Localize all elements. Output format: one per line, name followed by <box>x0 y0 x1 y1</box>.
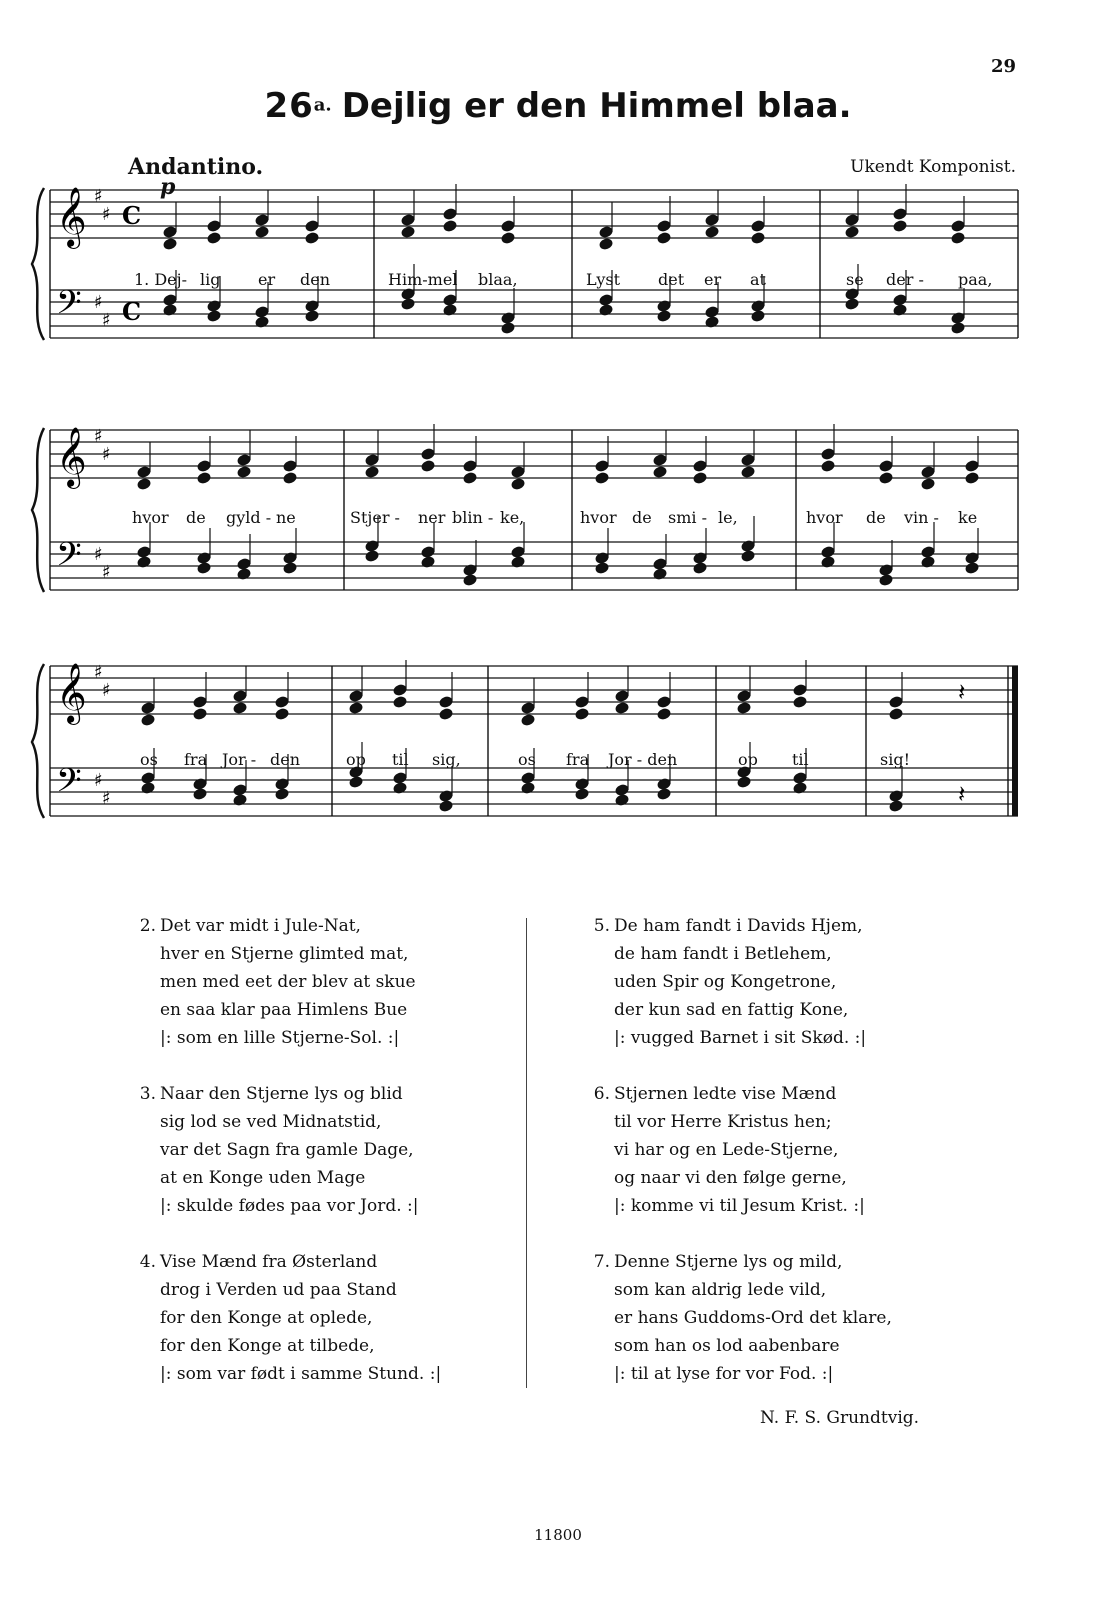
treble-notehead <box>501 232 515 245</box>
bass-notehead <box>741 550 755 563</box>
lyric-syllable: 1. Dej- <box>134 270 188 289</box>
lyric-syllable: den <box>270 750 301 769</box>
lyric-syllable: Jor - den <box>608 750 678 769</box>
treble-staff-1 <box>50 190 1018 238</box>
treble-staff-2 <box>50 430 1018 478</box>
lyric-syllable: blaa, <box>478 270 518 289</box>
treble-notehead <box>599 226 613 239</box>
barlines-1 <box>50 190 1018 338</box>
treble-notehead <box>521 702 535 715</box>
bass-notehead <box>521 772 535 785</box>
brace-icon <box>32 428 44 592</box>
treble-notehead <box>511 466 525 479</box>
treble-notehead <box>595 472 609 485</box>
treble-notehead <box>741 454 755 467</box>
key-signature-sharps-icon: ♯ <box>102 788 111 809</box>
verse-number: 2. <box>139 916 156 936</box>
treble-notehead <box>283 460 297 473</box>
treble-notehead <box>511 478 525 491</box>
bass-notehead <box>821 546 835 559</box>
bass-notehead <box>751 310 765 323</box>
verse-stanza <box>139 1248 520 1388</box>
lyric-syllable: os <box>140 750 158 769</box>
key-signature-sharps-icon: ♯ <box>94 662 103 683</box>
treble-notehead <box>401 226 415 239</box>
lyric-syllable: hvor <box>132 508 169 527</box>
treble-clef-icon: 𝄞 <box>56 663 87 723</box>
verse-line: |: som en lille Stjerne-Sol. :| <box>160 1028 400 1048</box>
bass-notehead <box>653 558 667 571</box>
bass-clef-icon: 𝄢 <box>56 762 82 808</box>
treble-notehead <box>893 208 907 221</box>
treble-notehead <box>521 714 535 727</box>
notes-system-1 <box>163 184 965 334</box>
tempo-marking: Andantino. <box>128 154 264 180</box>
music-system-3 <box>0 656 1116 836</box>
verse-stanza <box>593 912 994 1052</box>
lyric-syllable: de <box>186 508 206 527</box>
lyric-syllable: blin - <box>452 508 494 527</box>
treble-notehead <box>443 208 457 221</box>
bass-notehead <box>657 788 671 801</box>
lyric-syllable: op <box>738 750 758 769</box>
treble-notehead <box>751 220 765 233</box>
verse-number: 4. <box>139 1252 156 1272</box>
key-signature-sharps-icon: ♯ <box>94 292 103 313</box>
treble-notehead <box>657 708 671 721</box>
bass-notehead <box>233 784 247 797</box>
time-signature: C <box>122 297 142 326</box>
brace-icon <box>32 188 44 340</box>
treble-notehead <box>275 696 289 709</box>
bass-notehead <box>951 322 965 335</box>
treble-clef-icon: 𝄞 <box>56 427 87 487</box>
treble-notehead <box>595 460 609 473</box>
key-signature-sharps-icon: ♯ <box>94 770 103 791</box>
lyric-syllable: de <box>866 508 886 527</box>
treble-notehead <box>737 690 751 703</box>
treble-notehead <box>137 466 151 479</box>
bass-notehead <box>141 772 155 785</box>
bass-notehead <box>889 800 903 813</box>
treble-notehead <box>741 466 755 479</box>
bass-notehead <box>393 772 407 785</box>
bass-clef-icon: 𝄢 <box>56 536 82 582</box>
verse-line: De ham fandt i Davids Hjem, <box>614 916 863 936</box>
bass-notehead <box>921 546 935 559</box>
bass-notehead <box>365 550 379 563</box>
verse-stanza <box>593 1248 994 1388</box>
treble-notehead <box>137 478 151 491</box>
bass-notehead <box>137 546 151 559</box>
bass-notehead <box>595 562 609 575</box>
treble-notehead <box>879 460 893 473</box>
treble-notehead <box>845 214 859 227</box>
bass-notehead <box>693 562 707 575</box>
treble-notehead <box>821 448 835 461</box>
treble-notehead <box>879 472 893 485</box>
verse-line: Denne Stjerne lys og mild, <box>614 1252 843 1272</box>
bass-notehead <box>615 784 629 797</box>
verse-line: der kun sad en fattig Kone, <box>614 1000 849 1020</box>
treble-notehead <box>793 696 807 709</box>
bass-notehead <box>793 772 807 785</box>
treble-notehead <box>599 238 613 251</box>
final-barline <box>1012 666 1018 816</box>
bass-staff-1 <box>50 290 1018 338</box>
treble-notehead <box>737 702 751 715</box>
bass-notehead <box>511 546 525 559</box>
treble-notehead <box>653 466 667 479</box>
verse-line: hver en Stjerne glimted mat, <box>160 944 409 964</box>
key-signature-sharps-icon: ♯ <box>102 310 111 331</box>
treble-notehead <box>233 702 247 715</box>
lyric-syllable: fra <box>566 750 590 769</box>
treble-notehead <box>141 702 155 715</box>
lyric-syllable: Lyst <box>586 270 621 289</box>
treble-notehead <box>237 454 251 467</box>
plate-number: 11800 <box>534 1526 582 1544</box>
bass-notehead <box>737 776 751 789</box>
dynamic-marking: p <box>160 174 176 200</box>
bass-notehead <box>197 562 211 575</box>
lyric-syllable: paa, <box>958 270 993 289</box>
verse-stanza <box>593 1080 994 1220</box>
bass-staff-2 <box>50 542 1018 590</box>
verse-line: som kan aldrig lede vild, <box>614 1280 827 1300</box>
treble-notehead <box>615 702 629 715</box>
hymn-title: Dejlig er den Himmel blaa. <box>341 86 852 126</box>
treble-notehead <box>141 714 155 727</box>
lyric-syllable: lig <box>200 270 221 289</box>
treble-notehead <box>193 708 207 721</box>
lyric-syllable: smi - <box>668 508 707 527</box>
treble-notehead <box>693 472 707 485</box>
treble-notehead <box>207 220 221 233</box>
treble-notehead <box>921 466 935 479</box>
lyric-syllable: til <box>792 750 809 769</box>
treble-notehead <box>305 220 319 233</box>
treble-notehead <box>463 460 477 473</box>
verse-stanza <box>139 1080 520 1220</box>
treble-notehead <box>889 696 903 709</box>
verse-number: 5. <box>593 916 610 936</box>
lyric-syllable: se <box>846 270 864 289</box>
verse-line: de ham fandt i Betlehem, <box>614 944 832 964</box>
bass-notehead <box>443 294 457 307</box>
verse-line: var det Sagn fra gamle Dage, <box>160 1140 414 1160</box>
bass-notehead <box>599 294 613 307</box>
bass-notehead <box>657 310 671 323</box>
key-signature-sharps-icon: ♯ <box>102 204 111 225</box>
verse-line: uden Spir og Kongetrone, <box>614 972 837 992</box>
bass-notehead <box>705 306 719 319</box>
verse-line: |: til at lyse for vor Fod. :| <box>614 1364 834 1384</box>
verse-number: 7. <box>593 1252 610 1272</box>
treble-notehead <box>657 696 671 709</box>
bass-notehead <box>965 562 979 575</box>
barlines-3 <box>50 666 1008 816</box>
lyricist-credit: N. F. S. Grundtvig. <box>760 1408 920 1428</box>
treble-notehead <box>443 220 457 233</box>
bass-notehead <box>193 788 207 801</box>
lyric-syllable: fra <box>184 750 208 769</box>
verses-right-column <box>593 912 994 1416</box>
lyric-syllable: hvor <box>806 508 843 527</box>
bass-notehead <box>349 776 363 789</box>
treble-notehead <box>575 696 589 709</box>
treble-notehead <box>921 478 935 491</box>
treble-notehead <box>255 226 269 239</box>
brace-icon <box>32 664 44 818</box>
treble-notehead <box>365 466 379 479</box>
verse-line: Stjernen ledte vise Mænd <box>614 1084 837 1104</box>
lyric-syllable: er <box>258 270 276 289</box>
notes-system-3 <box>141 660 903 812</box>
lyric-syllable: er <box>704 270 722 289</box>
treble-notehead <box>793 684 807 697</box>
key-signature-sharps-icon: ♯ <box>94 186 103 207</box>
lyric-syllable: ner <box>418 508 446 527</box>
key-signature-sharps-icon: ♯ <box>102 444 111 465</box>
treble-notehead <box>439 696 453 709</box>
verse-line: sig lod se ved Midnatstid, <box>160 1112 382 1132</box>
bass-notehead <box>163 294 177 307</box>
verse-line: |: skulde fødes paa vor Jord. :| <box>160 1196 419 1216</box>
treble-notehead <box>893 220 907 233</box>
treble-notehead <box>207 232 221 245</box>
treble-notehead <box>705 214 719 227</box>
verse-line: at en Konge uden Mage <box>160 1168 366 1188</box>
bass-notehead <box>575 788 589 801</box>
treble-notehead <box>163 238 177 251</box>
treble-notehead <box>393 684 407 697</box>
lyric-syllable: Stjer - <box>350 508 400 527</box>
treble-notehead <box>705 226 719 239</box>
bass-notehead <box>501 322 515 335</box>
treble-notehead <box>821 460 835 473</box>
lyric-syllable: hvor <box>580 508 617 527</box>
bass-notehead <box>439 800 453 813</box>
treble-notehead <box>615 690 629 703</box>
treble-notehead <box>393 696 407 709</box>
lyric-syllable: sig, <box>432 750 461 769</box>
time-signature: C <box>122 201 142 230</box>
treble-notehead <box>197 460 211 473</box>
page-number: 29 <box>990 56 1016 77</box>
bass-notehead <box>283 562 297 575</box>
verse-line: Det var midt i Jule-Nat, <box>160 916 361 936</box>
treble-notehead <box>163 226 177 239</box>
verse-number: 6. <box>593 1084 610 1104</box>
key-signature-sharps-icon: ♯ <box>102 680 111 701</box>
treble-notehead <box>463 472 477 485</box>
verse-line: som han os lod aabenbare <box>614 1336 840 1356</box>
verse-stanza <box>139 912 520 1052</box>
lyric-syllable: at <box>750 270 766 289</box>
treble-notehead <box>197 472 211 485</box>
bass-notehead <box>879 574 893 587</box>
verse-line: vi har og en Lede-Stjerne, <box>614 1140 839 1160</box>
verse-line: Naar den Stjerne lys og blid <box>160 1084 403 1104</box>
treble-notehead <box>657 232 671 245</box>
treble-notehead <box>421 448 435 461</box>
treble-notehead <box>845 226 859 239</box>
lyric-syllable: ne <box>276 508 296 527</box>
lyric-syllable: os <box>518 750 536 769</box>
verse-line: Vise Mænd fra Østerland <box>160 1252 378 1272</box>
bass-notehead <box>401 298 415 311</box>
treble-notehead <box>501 220 515 233</box>
lyric-syllable: ke, <box>500 508 525 527</box>
lyric-syllable: vin - <box>904 508 939 527</box>
treble-notehead <box>401 214 415 227</box>
treble-notehead <box>233 690 247 703</box>
lyric-syllable: Jor - <box>222 750 257 769</box>
treble-notehead <box>657 220 671 233</box>
lyric-syllable: der - <box>886 270 924 289</box>
lyric-syllable: ke <box>958 508 978 527</box>
bass-notehead <box>275 788 289 801</box>
key-signature-sharps-icon: ♯ <box>94 426 103 447</box>
verse-line: |: vugged Barnet i sit Skød. :| <box>614 1028 867 1048</box>
quarter-rest-icon: 𝄽 <box>958 678 966 706</box>
treble-notehead <box>237 466 251 479</box>
verse-line: |: komme vi til Jesum Krist. :| <box>614 1196 865 1216</box>
bass-clef-icon: 𝄢 <box>56 284 82 330</box>
treble-notehead <box>255 214 269 227</box>
verse-line: er hans Guddoms-Ord det klare, <box>614 1308 892 1328</box>
treble-notehead <box>275 708 289 721</box>
lyric-syllable: det <box>658 270 685 289</box>
verse-number: 3. <box>139 1084 156 1104</box>
treble-notehead <box>751 232 765 245</box>
treble-notehead <box>951 220 965 233</box>
bass-notehead <box>421 546 435 559</box>
treble-notehead <box>421 460 435 473</box>
lyric-syllable: den <box>300 270 331 289</box>
treble-notehead <box>889 708 903 721</box>
key-signature-sharps-icon: ♯ <box>102 562 111 583</box>
verse-line: men med eet der blev at skue <box>160 972 416 992</box>
verses-left-column <box>139 912 520 1416</box>
treble-notehead <box>653 454 667 467</box>
verse-line: for den Konge at tilbede, <box>160 1336 375 1356</box>
quarter-rest-icon: 𝄽 <box>958 780 966 808</box>
hymn-title-block <box>0 86 1116 126</box>
lyric-syllable: de <box>632 508 652 527</box>
lyric-syllable: gyld - <box>226 508 272 527</box>
treble-notehead <box>193 696 207 709</box>
lyric-syllable: til <box>392 750 409 769</box>
treble-notehead <box>305 232 319 245</box>
verse-line: en saa klar paa Himlens Bue <box>160 1000 408 1020</box>
bass-notehead <box>305 310 319 323</box>
bass-notehead <box>237 558 251 571</box>
verse-line: og naar vi den følge gerne, <box>614 1168 847 1188</box>
lyric-syllable: Him-mel <box>388 270 458 289</box>
bass-notehead <box>255 306 269 319</box>
lyric-syllable: op <box>346 750 366 769</box>
composer-credit: Ukendt Komponist. <box>850 157 1016 177</box>
key-signature-sharps-icon: ♯ <box>94 544 103 565</box>
treble-notehead <box>349 702 363 715</box>
treble-notehead <box>965 472 979 485</box>
treble-notehead <box>693 460 707 473</box>
treble-clef-icon: 𝄞 <box>56 187 87 247</box>
treble-notehead <box>439 708 453 721</box>
bass-notehead <box>463 574 477 587</box>
hymn-number: 26 <box>264 86 314 126</box>
lyric-syllable: sig! <box>880 750 910 769</box>
bass-notehead <box>845 298 859 311</box>
treble-notehead <box>349 690 363 703</box>
verse-line: drog i Verden ud paa Stand <box>160 1280 397 1300</box>
treble-notehead <box>951 232 965 245</box>
notes-system-2 <box>137 424 979 586</box>
treble-notehead <box>365 454 379 467</box>
verse-line: |: som var født i samme Stund. :| <box>160 1364 442 1384</box>
treble-notehead <box>965 460 979 473</box>
lyric-syllable: le, <box>718 508 738 527</box>
verse-line: for den Konge at oplede, <box>160 1308 373 1328</box>
bass-notehead <box>207 310 221 323</box>
verse-line: til vor Herre Kristus hen; <box>614 1112 832 1132</box>
hymn-number-suffix: a. <box>313 94 332 116</box>
verse-column-divider <box>526 918 527 1388</box>
bass-notehead <box>893 294 907 307</box>
treble-notehead <box>575 708 589 721</box>
treble-notehead <box>283 472 297 485</box>
